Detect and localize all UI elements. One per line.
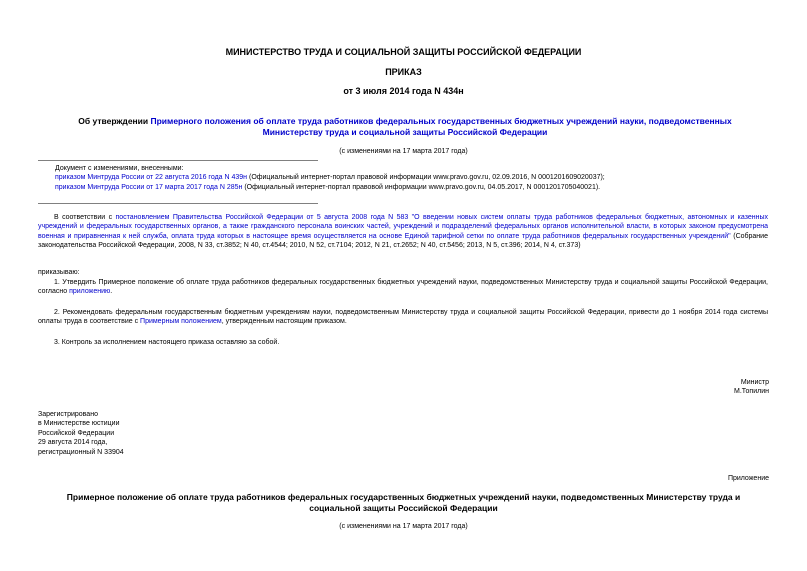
- amendment-source-2: (Официальный интернет-портал правовой информации www.pravo.gov.ru, 04.05.2017, N 0001201705040021).: [242, 183, 601, 191]
- signature-block: [734, 378, 769, 397]
- model-regulation-link[interactable]: Примерным положением: [140, 318, 222, 326]
- preamble-end: (Собрание законодательства Российской Федерации, 2008, N 33, ст.3852; N 40, ст.4544; 2010, N 52, ст.7104; 2012, N 21, ст.2652; N 40, ст.5456; 2013, N 5, ст.396; 2014, N 4, ст.373): [38, 232, 768, 250]
- registration-line: регистрационный N 33904: [38, 448, 124, 456]
- preamble-start: В соответствии с: [54, 214, 116, 221]
- point-1: [38, 278, 768, 297]
- title-prefix: Об утверждении: [78, 116, 151, 126]
- changes-box: [55, 164, 795, 192]
- registration-line: 29 августа 2014 года,: [38, 439, 108, 447]
- registration-line: в Министерстве юстиции: [38, 420, 120, 428]
- amendment-link-1[interactable]: приказом Минтруда России от 22 августа 2016 года N 439н: [55, 174, 248, 182]
- point-2-end: , утвержденным настоящим приказом.: [221, 318, 347, 326]
- page-title: [60, 116, 750, 139]
- registration-line: Российской Федерации: [38, 429, 115, 437]
- signature-position: Министр: [740, 379, 769, 386]
- amendment-link-2[interactable]: приказом Минтруда России от 17 марта 2017 года N 285н: [55, 183, 243, 191]
- government-decree-link[interactable]: постановлением Правительства Российской Федерации от 5 августа 2008 года N 583 "О введении новых систем оплаты труда работников федеральных бюджетных, автономных и казенных учреждений и федеральных государственных органов, а также гражданского персонала воинских частей, учреждений и подразделений федеральных органов исполнительной власти, в которых законом предусмотрена военная и приравненная к ней служба, оплата труда которых в настоящее время осуществляется на основе Единой тарифной сетки по оплате труда работников федеральных государственных учреждений": [38, 214, 768, 240]
- changes-intro: Документ с изменениями, внесенными:: [55, 165, 184, 172]
- ministry-heading: МИНИСТЕРСТВО ТРУДА И СОЦИАЛЬНОЙ ЗАЩИТЫ РОССИЙСКОЙ ФЕДЕРАЦИИ: [225, 47, 582, 57]
- point-2-text: 2. Рекомендовать федеральным государственным бюджетным учреждениям науки, подведомственным Министерству труда и социальной защиты Российской Федерации, привести до 1 ноября 2014 года системы оплаты труда в соответствие с: [38, 309, 768, 326]
- amendment-source-1: (Официальный интернет-портал правовой информации www.pravo.gov.ru, 02.09.2016, N 0001201609020037);: [247, 174, 605, 182]
- order-word: приказываю:: [38, 269, 80, 276]
- appendix-label: Приложение: [727, 475, 769, 482]
- title-amendments: (с изменениями на 17 марта 2017 года): [339, 148, 468, 155]
- date-number-heading: от 3 июля 2014 года N 434н: [343, 86, 464, 96]
- appendix-link[interactable]: приложению: [69, 288, 111, 296]
- title-link[interactable]: Примерного положения об оплате труда работников федеральных государственных бюджетных учреждений науки, подведомственных Министерству труда и социальной защиты Российской Федерации: [150, 116, 732, 138]
- doc-type-heading: ПРИКАЗ: [385, 67, 422, 77]
- changes-item: [55, 173, 795, 182]
- changes-top-rule: [38, 160, 318, 161]
- signature-name: М.Топилин: [734, 388, 769, 396]
- point-2: [38, 308, 768, 327]
- point-3: 3. Контроль за исполнением настоящего приказа оставляю за собой.: [54, 339, 280, 346]
- changes-item: [55, 183, 795, 192]
- changes-bottom-rule: [38, 203, 318, 204]
- point-1-end: .: [110, 288, 113, 296]
- registration-line: Зарегистрировано: [38, 411, 98, 418]
- preamble-paragraph: [38, 213, 768, 251]
- appendix-amendments: (с изменениями на 17 марта 2017 года): [339, 523, 468, 530]
- registration-block: [38, 410, 124, 457]
- appendix-title: Примерное положение об оплате труда работников федеральных государственных бюджетных учреждений науки, подведомственных Министерству труда и социальной защиты Российской Федерации: [66, 492, 741, 514]
- point-1-text: 1. Утвердить Примерное положение об оплате труда работников федеральных государственных бюджетных учреждений науки, подведомственных Министерству труда и социальной защиты Российской Федерации, согласно: [38, 279, 768, 296]
